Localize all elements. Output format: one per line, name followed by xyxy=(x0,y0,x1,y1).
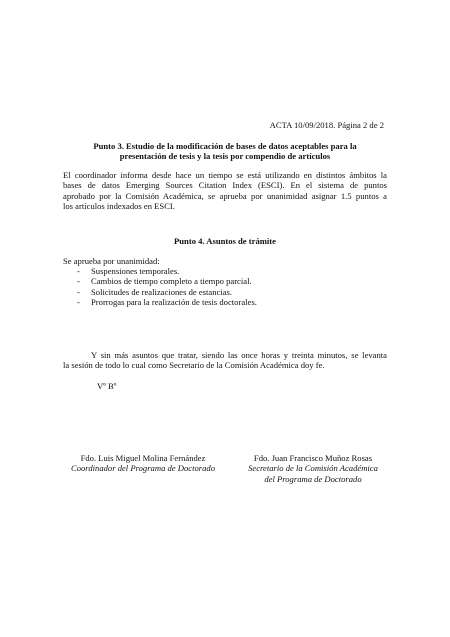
section-3-title-line: presentación de tesis y la tesis por compendio de artículos xyxy=(119,151,331,162)
signature-left-name: Fdo. Luis Miguel Molina Fernández xyxy=(80,453,206,463)
signature-right-name: Fdo. Juan Francisco Muñoz Rosas xyxy=(253,453,373,463)
body-line: los artículos indexados en ESCI. xyxy=(63,201,175,212)
section-4-list xyxy=(77,266,401,308)
section-4-intro: Se aprueba por unanimidad: xyxy=(63,256,160,266)
signature-left-role: Coordinador del Programa de Doctorado xyxy=(70,463,216,474)
list-item-text: Solicitudes de realizaciones de estancias. xyxy=(91,286,233,297)
list-item-text: Prorrogas para la realización de tesis doctorales. xyxy=(91,297,257,308)
signature-right-role: del Programa de Doctorado xyxy=(264,473,362,484)
page-header: ACTA 10/09/2018. Página 2 de 2 xyxy=(269,120,384,130)
closing-paragraph xyxy=(63,350,387,371)
approval-mark: Vº Bº xyxy=(97,381,117,391)
list-item xyxy=(77,297,401,307)
signature-left xyxy=(63,453,223,474)
list-item-text: Cambios de tiempo completo a tiempo parcial. xyxy=(91,276,252,287)
body-line: El coordinador informa desde hace un tiempo se está utilizando en distintos ámbitos la xyxy=(63,170,387,180)
signature-right-role: Secretario de la Comisión Académica xyxy=(248,463,378,474)
list-item xyxy=(77,287,401,297)
section-3-body xyxy=(63,170,387,212)
signature-right xyxy=(238,453,388,484)
list-bullet: - xyxy=(77,286,80,297)
list-bullet: - xyxy=(77,266,80,276)
list-item xyxy=(77,276,401,286)
closing-line: la sesión de todo lo cual como Secretario de la Comisión Académica doy fe. xyxy=(63,360,325,371)
list-item-text: Suspensiones temporales. xyxy=(91,266,180,276)
list-item xyxy=(77,266,401,276)
body-line: bases de datos Emerging Sources Citation Index (ESCI). En el sistema de puntos xyxy=(63,180,387,191)
section-4-title-line: Punto 4. Asuntos de trámite xyxy=(174,236,276,246)
section-4-title xyxy=(63,236,387,246)
section-3-title-line: Punto 3. Estudio de la modificación de bases de datos aceptables para la xyxy=(93,141,357,151)
list-bullet: - xyxy=(77,276,80,287)
list-bullet: - xyxy=(77,297,80,308)
body-line: aprobado por la Comisión Académica, se aprueba por unanimidad asignar 1.5 puntos a xyxy=(63,190,387,201)
section-3-title xyxy=(63,141,387,162)
closing-line: Y sin más asuntos que tratar, siendo las once horas y treinta minutos, se levanta xyxy=(91,350,387,360)
